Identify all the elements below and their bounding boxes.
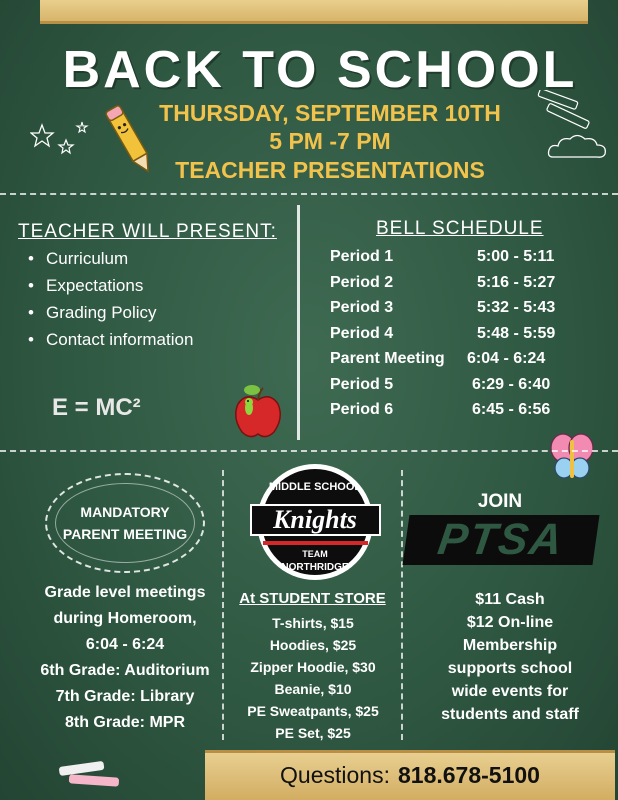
present-heading: TEACHER WILL PRESENT: [18,221,277,242]
bell-row [330,372,580,398]
divider-right [401,470,403,740]
page-title: BACK TO SCHOOL [62,41,578,99]
logo-bottom-text: NORTHRIDGE [281,562,349,573]
bell-row [330,295,580,321]
meeting-detail: 8th Grade: MPR [64,714,185,731]
knights-logo [243,460,388,585]
store-item: Beanie, $10 [274,681,352,697]
period-time: 5:48 - 5:59 [477,324,556,342]
store-item: T-shirts, $15 [272,615,354,631]
apple-worm-icon [228,378,288,443]
divider-middle [0,450,618,452]
event-type: TEACHER PRESENTATIONS [175,157,485,183]
badge-ring [55,483,195,563]
bell-row [330,270,580,296]
chalk-pieces-icon [55,760,125,790]
butterfly-icon [547,430,597,485]
stars-icon [30,120,90,165]
ptsa-detail: Membership [462,637,558,654]
wood-frame-top [40,0,588,24]
period-time: 5:00 - 5:11 [477,248,555,265]
period-time: 6:45 - 6:56 [472,401,551,418]
period-label: Period 4 [330,324,394,342]
meeting-detail: 7th Grade: Library [55,688,195,705]
bell-row [330,346,580,372]
bell-row [330,397,580,423]
bell-schedule [330,244,580,423]
period-label: Period 5 [330,375,394,393]
store-list [228,612,398,744]
period-time: 6:04 - 6:24 [467,350,546,367]
period-label: Period 1 [330,248,394,265]
formula-text: E = MC² [52,394,141,421]
store-item: PE Sweatpants, $25 [247,703,379,719]
meeting-detail: during Homeroom, [53,610,197,627]
store-heading: At STUDENT STORE [239,590,386,607]
ptsa-detail: students and staff [441,706,579,723]
logo-name-text: Knights [273,505,357,534]
store-item: Hoodies, $25 [269,637,357,653]
store-item: PE Set, $25 [275,725,351,741]
divider-top [0,193,618,195]
ptsa-details [415,588,605,726]
period-time: 5:16 - 5:27 [477,273,556,291]
period-time: 6:29 - 6:40 [472,375,551,393]
meeting-detail: 6th Grade: Auditorium [40,662,210,679]
bell-row [330,244,580,270]
questions-footer [225,758,595,792]
phone-link[interactable]: 818.678-5100 [397,761,540,788]
period-time: 5:32 - 5:43 [477,299,556,316]
divider-vertical [297,205,300,440]
list-item: • Grading Policy [28,299,193,326]
logo-top-text: MIDDLE SCHOOL [268,481,362,493]
ptsa-detail: $12 On-line [466,614,554,631]
period-label: Parent Meeting [330,350,445,367]
meeting-detail: 6:04 - 6:24 [85,636,165,653]
period-label: Period 2 [330,273,394,291]
bell-heading: BELL SCHEDULE [376,218,544,239]
meeting-line1: MANDATORY [80,504,170,520]
logo-team-text: TEAM [302,549,328,559]
ptsa-detail: $11 Cash [475,591,545,608]
ptsa-detail: supports school [447,660,573,677]
list-item: • Expectations [28,272,193,299]
ptsa-detail: wide events for [451,683,569,700]
ptsa-logo: PTSA [402,515,599,565]
meeting-detail: Grade level meetings [44,584,206,601]
questions-label: Questions: [280,761,390,788]
pencil-icon [100,100,160,180]
meeting-details [10,580,240,736]
meeting-badge [45,473,205,573]
event-time: 5 PM -7 PM [269,128,391,154]
bell-row [330,321,580,347]
event-date: THURSDAY, SEPTEMBER 10TH [159,100,501,126]
chalk-lines-icon [528,90,598,140]
store-item: Zipper Hoodie, $30 [250,659,376,675]
period-label: Period 6 [330,401,394,418]
join-label: JOIN [477,491,523,512]
list-item: • Curriculum [28,245,193,272]
present-list [28,245,193,353]
period-label: Period 3 [330,299,394,316]
list-item: • Contact information [28,326,193,353]
meeting-line2: PARENT MEETING [62,526,188,542]
